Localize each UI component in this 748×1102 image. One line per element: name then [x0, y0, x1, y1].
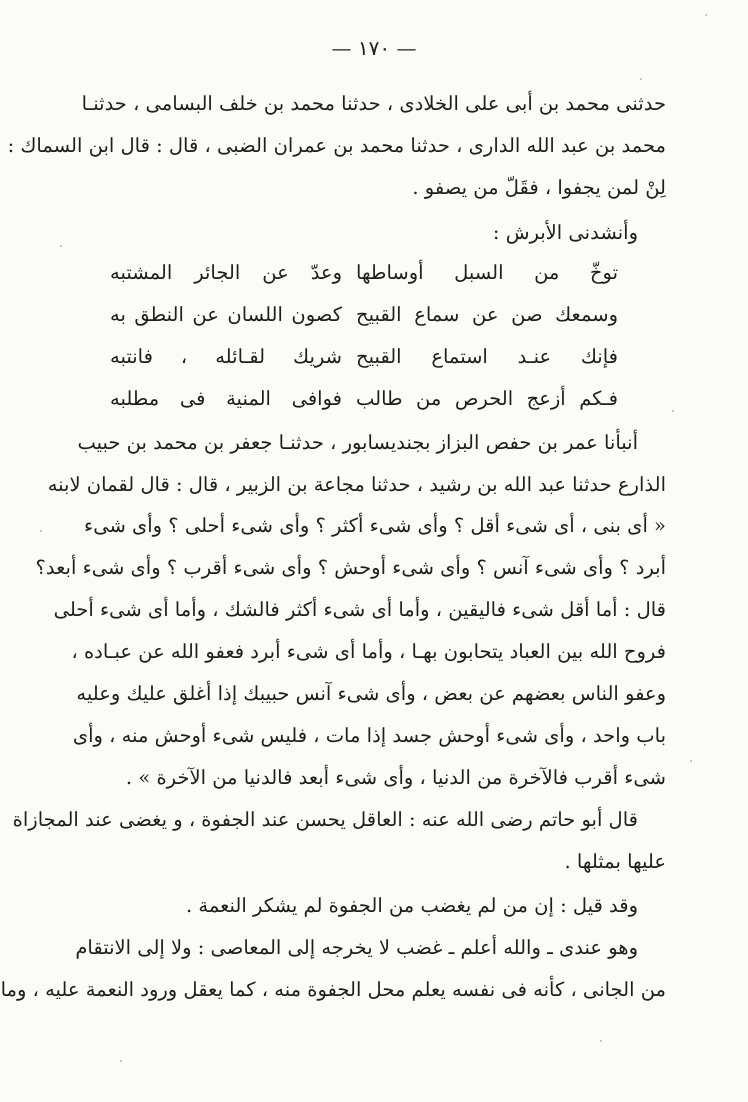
text-line: حدثنى محمد بن أبى على الخلادى ، حدثنا محمد بن خلف البسامى ، حدثنـا [81, 92, 666, 115]
verse-hemistich-second: شريك لقـائله ، فانتبه [110, 345, 342, 368]
text-line: وقد قيل : إن من لم يغضب من الجفوة لم يشكر النعمة . [186, 894, 638, 917]
text-line: وأنشدنى الأبرش : [492, 221, 638, 244]
text-line: « أى بنى ، أى شىء أقل ؟ وأى شىء أكثر ؟ وأى شىء أحلى ؟ وأى شىء [84, 514, 666, 537]
text-line: وعفو الناس بعضهم عن بعض ، وأى شىء آنس حبيبك إذا أغلق عليك وعليه [76, 682, 666, 705]
text-line: أبرد ؟ وأى شىء آنس ؟ وأى شىء أوحش ؟ وأى شىء أقرب ؟ وأى شىء أبعد؟ [35, 556, 666, 579]
text-line: شىء أقرب فالآخرة من الدنيا ، وأى شىء أبعد فالدنيا من الآخرة » . [125, 766, 666, 789]
verse-hemistich-first: توخّ من السبل أوساطها [356, 261, 618, 284]
page-number: — ١٧٠ — [331, 36, 417, 60]
verse-hemistich-first: وسمعك صن عن سماع القبيح [356, 303, 618, 326]
text-line: لِنْ لمن يجفوا ، فقَلّ من يصفو . [412, 176, 666, 199]
text-line: قال أبو حاتم رضى الله عنه : العاقل يحسن عند الجفوة ، و يغضى عند المجازاة [12, 808, 638, 831]
text-line: فروح الله بين العباد يتحابون بهـا ، وأما أى شىء أبرد فعفو الله عن عبـاده ، [71, 640, 666, 663]
text-line: قال : أما أقل شىء فاليقين ، وأما أى شىء أكثر فالشك ، وأما أى شىء أحلى [53, 598, 666, 621]
text-line: محمد بن عبد الله الدارى ، حدثنا محمد بن عمران الضبى ، قال : قال ابن السماك : [7, 134, 666, 157]
verse-hemistich-second: وعدّ عن الجائر المشتبه [110, 261, 342, 284]
verse-hemistich-first: فإنك عنـد استماع القبيح [356, 345, 618, 368]
text-line: الذارع حدثنا عبد الله بن رشيد ، حدثنا مجاعة بن الزبير ، قال : قال لقمان لابنه [47, 473, 666, 496]
text-line: من الجانى ، كأنه فى نفسه يعلم محل الجفوة منه ، كما يعقل ورود النعمة عليه ، وما [0, 978, 666, 1001]
verse-hemistich-second: كصون اللسان عن النطق به [110, 303, 342, 326]
verse-hemistich-first: فـكم أزعج الحرص من طالب [356, 387, 618, 410]
text-line: وهو عندى ـ والله أعلم ـ غضب لا يخرجه إلى المعاصى : ولا إلى الانتقام [75, 936, 638, 959]
verse-hemistich-second: فوافى المنية فى مطلبه [110, 387, 342, 410]
text-line: عليها بمثلها . [564, 850, 666, 873]
text-line: باب واحد ، وأى شىء أوحش جسد إذا مات ، فليس شىء أوحش منه ، وأى [72, 724, 666, 747]
text-line: أنبأنا عمر بن حفص البزاز بجنديسابور ، حدثنـا جعفر بن محمد بن حبيب [77, 431, 638, 454]
